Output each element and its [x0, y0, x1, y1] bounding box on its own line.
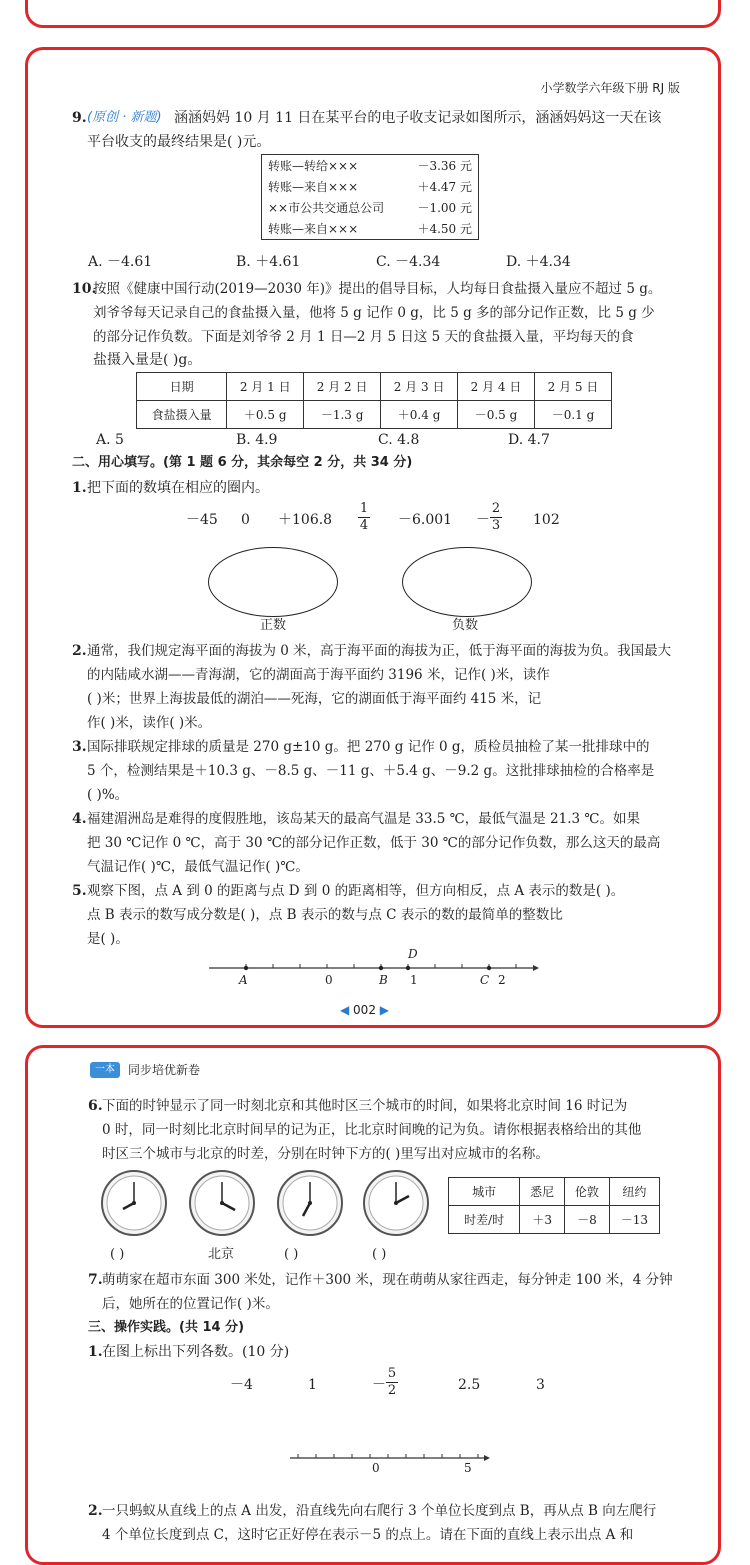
table-cell: ＋0.5 g	[227, 401, 304, 429]
fraction-one-quarter	[358, 502, 370, 533]
table-cell: 日期	[137, 373, 227, 401]
table-cell: 纽约	[609, 1178, 659, 1206]
number-item: 102	[533, 512, 560, 528]
number-item: 0	[241, 512, 250, 528]
axis-five-label: 5	[464, 1461, 472, 1475]
point-c-label: C	[480, 973, 490, 987]
clock-label[interactable]: ( )	[372, 1247, 387, 1262]
s3q2-line2: 4 个单位长度到点 C，这时它正好停在表示－5 的点上。请在下面的直线上表示出点 A 和	[102, 1527, 634, 1543]
q10-line2: 刘爷爷每天记录自己的食盐摄入量，他将 5 g 记作 0 g，比 5 g 多的部分记作正数，比 5 g 少	[93, 305, 655, 321]
table-cell: 2 月 3 日	[381, 373, 458, 401]
record-label: 转账—来自×××	[268, 222, 359, 236]
record-amount: ＋4.50 元	[417, 222, 472, 236]
number-line-abcd	[203, 943, 543, 989]
negative-circle[interactable]	[402, 547, 532, 617]
table-cell: 2 月 4 日	[458, 373, 535, 401]
s2q2-line1: 通常，我们规定海平面的海拔为 0 米，高于海平面的海拔为正，低于海平面的海拔为负。我国最大	[87, 643, 672, 659]
q6-line3: 时区三个城市与北京的时差，分别在时钟下方的( )里写出对应城市的名称。	[102, 1146, 549, 1162]
number-item: －4	[230, 1377, 253, 1393]
table-cell: －0.5 g	[458, 401, 535, 429]
q9-option-c: C. －4.34	[376, 254, 441, 270]
q10-line3: 的部分记作负数。下面是刘爷爷 2 月 1 日—2 月 5 日这 5 天的食盐摄入量，平均每天的食	[93, 329, 634, 345]
record-row	[262, 176, 479, 197]
q9-records-box	[261, 154, 479, 240]
number-item: 2.5	[458, 1377, 481, 1393]
record-amount: －1.00 元	[417, 201, 472, 215]
axis-one-label: 1	[410, 973, 418, 987]
s2q4-line1: 福建湄洲岛是难得的度假胜地，该岛某天的最高气温是 33.5 ℃，最低气温是 21.3 ℃。如果	[87, 811, 640, 827]
table-cell: －13	[609, 1206, 659, 1234]
table-cell: ＋3	[520, 1206, 565, 1234]
q9-line1: 涵涵妈妈 10 月 11 日在某平台的电子收支记录如图所示，涵涵妈妈这一天在该	[174, 110, 662, 126]
number-item: －45	[186, 512, 218, 528]
record-amount: －3.36 元	[417, 159, 472, 173]
s2q1-number: 1.	[72, 480, 87, 496]
fraction-numerator: 2	[491, 501, 501, 516]
q9-option-d: D. ＋4.34	[506, 254, 571, 270]
s3q1-text: 在图上标出下列各数。(10 分)	[102, 1344, 290, 1360]
fraction-numerator: 1	[359, 501, 369, 516]
table-cell: －1.3 g	[304, 401, 381, 429]
table-cell: 时差/时	[449, 1206, 520, 1234]
table-cell: 2 月 2 日	[304, 373, 381, 401]
table-cell: 2 月 5 日	[535, 373, 612, 401]
table-cell: 2 月 1 日	[227, 373, 304, 401]
section-3-title: 三、操作实践。(共 14 分)	[88, 1320, 245, 1335]
table-cell: ＋0.4 g	[381, 401, 458, 429]
s3q2-number: 2.	[88, 1503, 103, 1519]
fraction-denominator: 4	[359, 518, 369, 533]
q6-number: 6.	[88, 1098, 103, 1114]
page-number: ◀ 002 ▶	[340, 1003, 389, 1017]
clock-label[interactable]: ( )	[284, 1247, 299, 1262]
table-header-row	[449, 1178, 660, 1206]
q9-line2: 平台收支的最终结果是( )元。	[87, 134, 271, 150]
s2q4-line2: 把 30 ℃记作 0 ℃，高于 30 ℃的部分记作正数，低于 30 ℃的部分记作负数，那么这天的最高	[87, 835, 661, 851]
s2q5-line2: 点 B 表示的数写成分数是( )，点 B 表示的数与点 C 表示的数的最简单的整数比	[87, 907, 563, 923]
clock-face	[188, 1169, 256, 1237]
table-cell: －8	[565, 1206, 610, 1234]
previous-page-card	[25, 0, 721, 28]
page-card	[25, 47, 721, 1028]
fraction-denominator: 2	[387, 1383, 397, 1398]
record-row	[262, 197, 479, 218]
axis-zero-label: 0	[372, 1461, 380, 1475]
fraction-denominator: 3	[491, 518, 501, 533]
q9-number: 9.	[72, 110, 87, 126]
q6-line2: 0 时，同一时刻比北京时间早的记为正，比北京时间晚的记为负。请你根据表格给出的其他	[102, 1122, 642, 1138]
q6-line1: 下面的时钟显示了同一时刻北京和其他时区三个城市的时间，如果将北京时间 16 时记为	[102, 1098, 628, 1114]
number-item: －6.001	[398, 512, 453, 528]
record-label: 转账—转给×××	[268, 159, 359, 173]
axis-zero-label: 0	[325, 973, 333, 987]
s2q2-number: 2.	[72, 643, 87, 659]
q10-number: 10.	[72, 281, 97, 297]
s3q1-number: 1.	[88, 1344, 103, 1360]
s3q2-line1: 一只蚂蚁从直线上的点 A 出发，沿直线先向右爬行 3 个单位长度到点 B，再从点 B 向左爬行	[102, 1503, 657, 1519]
q9-option-a: A. －4.61	[88, 254, 153, 270]
s2q2-line3: ( )米；世界上海拔最低的湖泊——死海，它的湖面低于海平面约 415 米，记	[87, 691, 542, 707]
positive-circle[interactable]	[208, 547, 338, 617]
negative-label: 负数	[452, 618, 479, 633]
clock-face	[362, 1169, 430, 1237]
q9-tag: (原创 · 新题)	[87, 110, 162, 125]
s2q3-line1: 国际排联规定排球的质量是 270 g±10 g。把 270 g 记作 0 g，质检员抽检了某一批排球中的	[87, 739, 650, 755]
clock-face	[100, 1169, 168, 1237]
page-card-2	[25, 1045, 721, 1565]
table-cell: 城市	[449, 1178, 520, 1206]
record-row	[262, 218, 479, 240]
fraction-five-halves	[386, 1367, 398, 1398]
number-item: 3	[536, 1377, 545, 1393]
s2q1-text: 把下面的数填在相应的圈内。	[87, 480, 269, 496]
record-amount: ＋4.47 元	[417, 180, 472, 194]
fraction-sign: －	[476, 512, 490, 528]
s2q4-line3: 气温记作( )℃，最低气温记作( )℃。	[87, 859, 309, 875]
table-cell: 悉尼	[520, 1178, 565, 1206]
brand-logo: 一本	[90, 1062, 120, 1078]
table-row	[449, 1206, 660, 1234]
page-header: 小学数学六年级下册 RJ 版	[540, 81, 680, 95]
q10-option-c: C. 4.8	[378, 432, 420, 448]
timezone-table	[448, 1177, 660, 1234]
section-2-title: 二、用心填写。(第 1 题 6 分，其余每空 2 分，共 34 分)	[72, 455, 413, 470]
q10-line1: 按照《健康中国行动(2019—2030 年)》提出的倡导目标，人均每日食盐摄入量应不超过 5 g。	[93, 281, 662, 297]
fraction-two-thirds	[490, 502, 502, 533]
s2q2-line2: 的内陆咸水湖——青海湖，它的湖面高于海平面约 3196 米，记作( )米，读作	[87, 667, 550, 683]
s2q3-line3: ( )%。	[87, 787, 129, 803]
q10-option-a: A. 5	[96, 432, 124, 448]
number-item: 1	[308, 1377, 317, 1393]
axis-two-label: 2	[498, 973, 506, 987]
point-d-label: D	[408, 947, 418, 961]
s2q4-number: 4.	[72, 811, 87, 827]
q10-option-b: B. 4.9	[236, 432, 278, 448]
record-row	[262, 155, 479, 177]
table-cell: 伦敦	[565, 1178, 610, 1206]
s2q3-number: 3.	[72, 739, 87, 755]
q9-option-b: B. ＋4.61	[236, 254, 301, 270]
banner-title: 同步培优新卷	[128, 1063, 201, 1077]
q10-salt-table	[136, 372, 612, 429]
q7-number: 7.	[88, 1272, 103, 1288]
clock-label: 北京	[208, 1247, 235, 1262]
s2q5-number: 5.	[72, 883, 87, 899]
s2q5-line3: 是( )。	[87, 931, 129, 947]
point-a-label: A	[239, 973, 248, 987]
table-cell: 食盐摄入量	[137, 401, 227, 429]
record-label: ××市公共交通总公司	[268, 201, 385, 215]
q7-line2: 后，她所在的位置记作( )米。	[102, 1296, 279, 1312]
q10-option-d: D. 4.7	[508, 432, 550, 448]
q7-line1: 萌萌家在超市东面 300 米处，记作＋300 米，现在萌萌从家往西走，每分钟走 100 米，4 分钟	[102, 1272, 673, 1288]
table-cell: －0.1 g	[535, 401, 612, 429]
point-b-label: B	[379, 973, 388, 987]
page-number-text: 002	[353, 1003, 376, 1017]
positive-label: 正数	[260, 618, 287, 633]
number-item: ＋106.8	[278, 512, 333, 528]
s2q3-line2: 5 个，检测结果是＋10.3 g、－8.5 g、－11 g、＋5.4 g、－9.2 g。这批排球抽检的合格率是	[87, 763, 655, 779]
fraction-numerator: 5	[387, 1366, 397, 1381]
record-label: 转账—来自×××	[268, 180, 359, 194]
s2q5-line1: 观察下图，点 A 到 0 的距离与点 D 到 0 的距离相等，但方向相反，点 A 表示的数是( )。	[87, 883, 625, 899]
table-row	[137, 401, 612, 429]
clock-label[interactable]: ( )	[110, 1247, 125, 1262]
fraction-sign: －	[372, 1377, 386, 1393]
table-header-row	[137, 373, 612, 401]
number-line-blank[interactable]	[288, 1446, 493, 1466]
q10-line4: 盐摄入量是( )g。	[93, 352, 202, 368]
s2q2-line4: 作( )米，读作( )米。	[87, 715, 212, 731]
clock-face	[276, 1169, 344, 1237]
